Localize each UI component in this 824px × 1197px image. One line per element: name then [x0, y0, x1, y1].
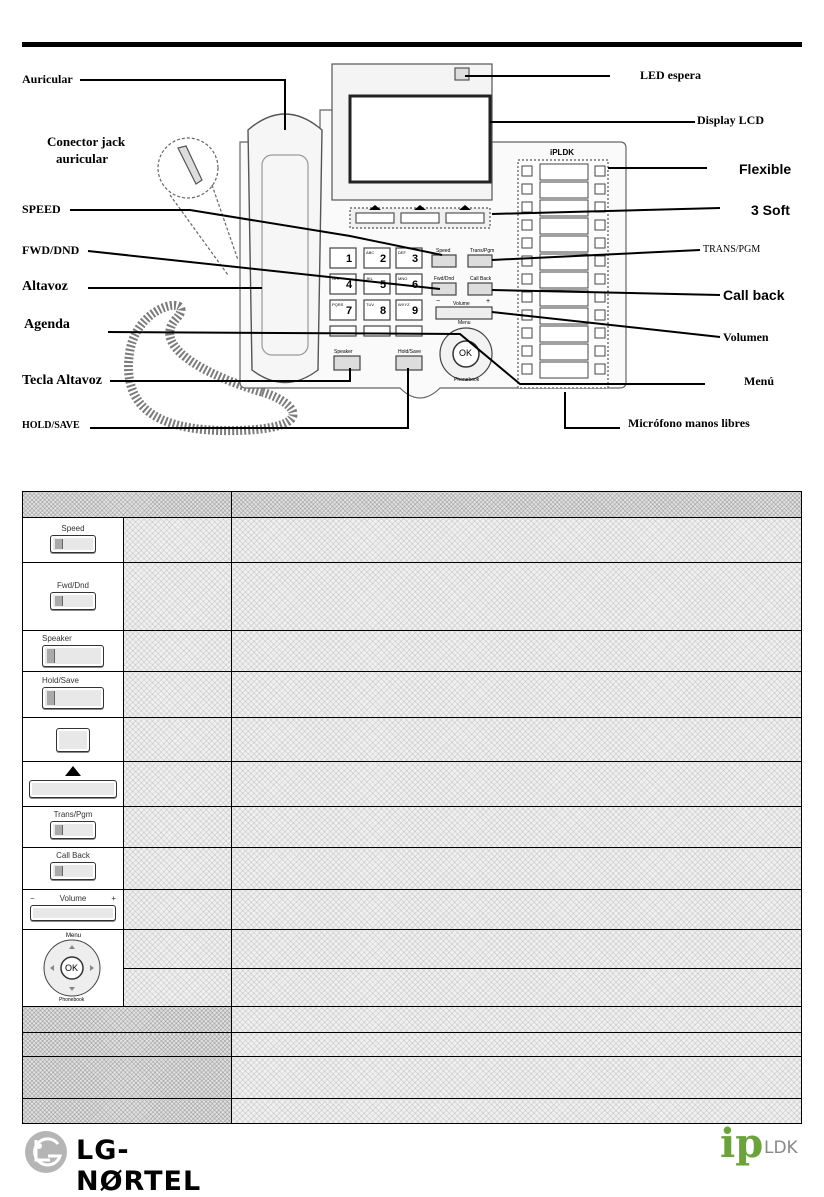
flexible-key [595, 184, 605, 194]
volume-minus-label: − [436, 298, 441, 305]
phone-diagram [0, 50, 824, 470]
flexible-key-label-slot [540, 182, 588, 198]
phonebook-label: Phonebook [454, 377, 480, 383]
flexible-key [595, 364, 605, 374]
flexible-button-icon [56, 728, 90, 752]
table-row [23, 672, 802, 718]
flexible-key [522, 202, 532, 212]
table-row [23, 890, 802, 930]
speaker-key [334, 356, 360, 370]
dialpad-letters-6: MNO [398, 276, 408, 281]
top-rule [22, 42, 802, 47]
key-call-back-image [23, 848, 124, 890]
ip-wordmark: ip [720, 1120, 764, 1167]
ldk-wordmark: LDK [764, 1138, 798, 1158]
nav-ok-label: OK [65, 963, 79, 973]
label-led-espera: LED espera [640, 68, 701, 82]
table-row [23, 969, 802, 1007]
handset [248, 114, 322, 383]
key-volume-image [23, 890, 124, 930]
hold-save-key-label: Hold/Save [398, 349, 422, 355]
label-speed: SPEED [22, 202, 61, 216]
table-row [23, 848, 802, 890]
flexible-key [522, 346, 532, 356]
flexible-key [522, 328, 532, 338]
flexible-key-label-slot [540, 326, 588, 342]
table-row [23, 1057, 802, 1099]
key-description-table [22, 491, 802, 1124]
flexible-key [522, 184, 532, 194]
flexible-key [522, 166, 532, 176]
dialpad-key-5: 5 [380, 279, 387, 291]
dialpad-letters-8: TUV [366, 302, 374, 307]
dialpad-key-1: 1 [346, 253, 353, 265]
flexible-key-label-slot [540, 344, 588, 360]
label-conector-auricular: auricular [56, 151, 108, 166]
ipldk-logo [720, 1120, 804, 1168]
volume-plus: + [111, 894, 116, 903]
key-trans-pgm-image [23, 807, 124, 848]
dialpad-key-9: 9 [412, 305, 419, 317]
key-speed-image [23, 518, 124, 563]
dialpad-key-8: 8 [380, 305, 387, 317]
table-row [23, 518, 802, 563]
label-menu: Menú [744, 374, 774, 388]
dialpad-letters-3: DEF [398, 250, 406, 255]
trans-pgm-button-icon [50, 821, 96, 839]
lg-nortel-wordmark: LG-NØRTEL [76, 1135, 202, 1197]
table-row [23, 631, 802, 672]
trans-pgm-key [468, 255, 492, 267]
flexible-key [522, 274, 532, 284]
brand-label: iPLDK [550, 148, 574, 157]
label-volumen: Volumen [723, 330, 769, 344]
volume-minus: − [30, 894, 35, 903]
table-header-row [23, 492, 802, 518]
lcd-screen [350, 96, 490, 182]
lg-nortel-logo [24, 1130, 239, 1197]
led-espera [455, 68, 469, 80]
label-auricular: Auricular [22, 72, 73, 86]
flexible-key [522, 364, 532, 374]
label-microfono: Micrófono manos libres [628, 416, 750, 430]
hold-save-button-icon [42, 687, 104, 709]
dialpad-key-3: 3 [412, 253, 419, 265]
flexible-key [595, 310, 605, 320]
label-trans-pgm: TRANS/PGM [703, 244, 761, 255]
hold-save-key [396, 356, 422, 370]
trans-pgm-key-label: Trans/Pgm [470, 248, 495, 254]
flexible-key-label-slot [540, 272, 588, 288]
table-row [23, 1099, 802, 1124]
table-row [23, 1033, 802, 1057]
dialpad-letters-4: GHI [332, 276, 340, 281]
flexible-key [595, 220, 605, 230]
call-back-key-label: Call Back [470, 276, 492, 282]
volume-key-label: Volume [453, 301, 470, 307]
dialpad-letters-7: PQRS [332, 302, 344, 307]
table-row [23, 762, 802, 807]
flexible-key [522, 220, 532, 230]
flexible-key [595, 166, 605, 176]
key-speaker-label: Speaker [42, 634, 72, 643]
nav-phonebook-label: Phonebook [59, 997, 85, 1003]
ok-label: OK [459, 348, 473, 358]
soft-button-icon [29, 780, 117, 798]
key-volume-label: Volume [59, 894, 87, 903]
speed-key [432, 255, 456, 267]
speed-key-label: Speed [436, 248, 451, 254]
dialpad-key-4: 4 [346, 279, 353, 291]
label-hold-save: HOLD/SAVE [22, 420, 80, 431]
dialpad-letters-9: WXYZ [398, 302, 410, 307]
table-row [23, 930, 802, 969]
soft-arrow-icon [65, 766, 81, 776]
flexible-key [595, 292, 605, 302]
label-altavoz: Altavoz [22, 279, 68, 294]
key-fwd-dnd-label: Fwd/Dnd [56, 581, 89, 590]
fwd-dnd-key-label: Fwd/Dnd [434, 276, 455, 282]
key-hold-save-image [23, 672, 124, 718]
call-back-button-icon [50, 862, 96, 880]
flexible-key [595, 256, 605, 266]
flexible-key [595, 238, 605, 248]
flexible-key-label-slot [540, 164, 588, 180]
flexible-key [595, 328, 605, 338]
lg-face-icon [24, 1130, 68, 1174]
key-flexible-image [23, 718, 124, 762]
key-nav-image [23, 930, 124, 1007]
dialpad-key-7: 7 [346, 305, 353, 317]
label-3-soft: 3 Soft [751, 202, 790, 218]
flexible-key [595, 346, 605, 356]
key-speed-label: Speed [61, 524, 85, 533]
label-flexible: Flexible [739, 161, 792, 177]
flexible-key [522, 238, 532, 248]
fwd-dnd-button-icon [50, 592, 96, 610]
dialpad-key-6: 6 [412, 279, 419, 291]
table-row [23, 1007, 802, 1033]
volume-button-icon [30, 905, 116, 921]
label-agenda: Agenda [24, 317, 70, 332]
volume-key [436, 307, 492, 319]
dialpad-key-2: 2 [380, 253, 387, 265]
key-trans-pgm-label: Trans/Pgm [53, 810, 93, 819]
table-row [23, 807, 802, 848]
menu-label: Menu [458, 320, 471, 326]
key-soft-image [23, 762, 124, 807]
key-hold-save-label: Hold/Save [42, 676, 79, 685]
flexible-key [522, 292, 532, 302]
key-call-back-label: Call Back [56, 851, 90, 860]
flexible-key [595, 274, 605, 284]
label-call-back: Call back [723, 287, 785, 303]
flexible-key-label-slot [540, 200, 588, 216]
key-fwd-dnd-image [23, 563, 124, 631]
table-row [23, 563, 802, 631]
nav-menu-label: Menu [66, 933, 82, 939]
call-back-key [468, 283, 492, 295]
dialpad-letters-2: ABC [366, 250, 375, 255]
volume-plus-label: + [486, 298, 491, 305]
label-display-lcd: Display LCD [697, 113, 765, 127]
speaker-button-icon [42, 645, 104, 667]
key-speaker-image [23, 631, 124, 672]
flexible-key-label-slot [540, 236, 588, 252]
dialpad-letters-5: JKL [366, 276, 373, 281]
speaker-key-label: Speaker [334, 349, 353, 355]
label-tecla-altavoz: Tecla Altavoz [22, 373, 102, 388]
label-conector-jack: Conector jack [47, 134, 126, 149]
flexible-key-label-slot [540, 362, 588, 378]
flexible-key-label-slot [540, 218, 588, 234]
table-row [23, 718, 802, 762]
label-fwd-dnd: FWD/DND [22, 243, 80, 257]
speed-button-icon [50, 535, 96, 553]
